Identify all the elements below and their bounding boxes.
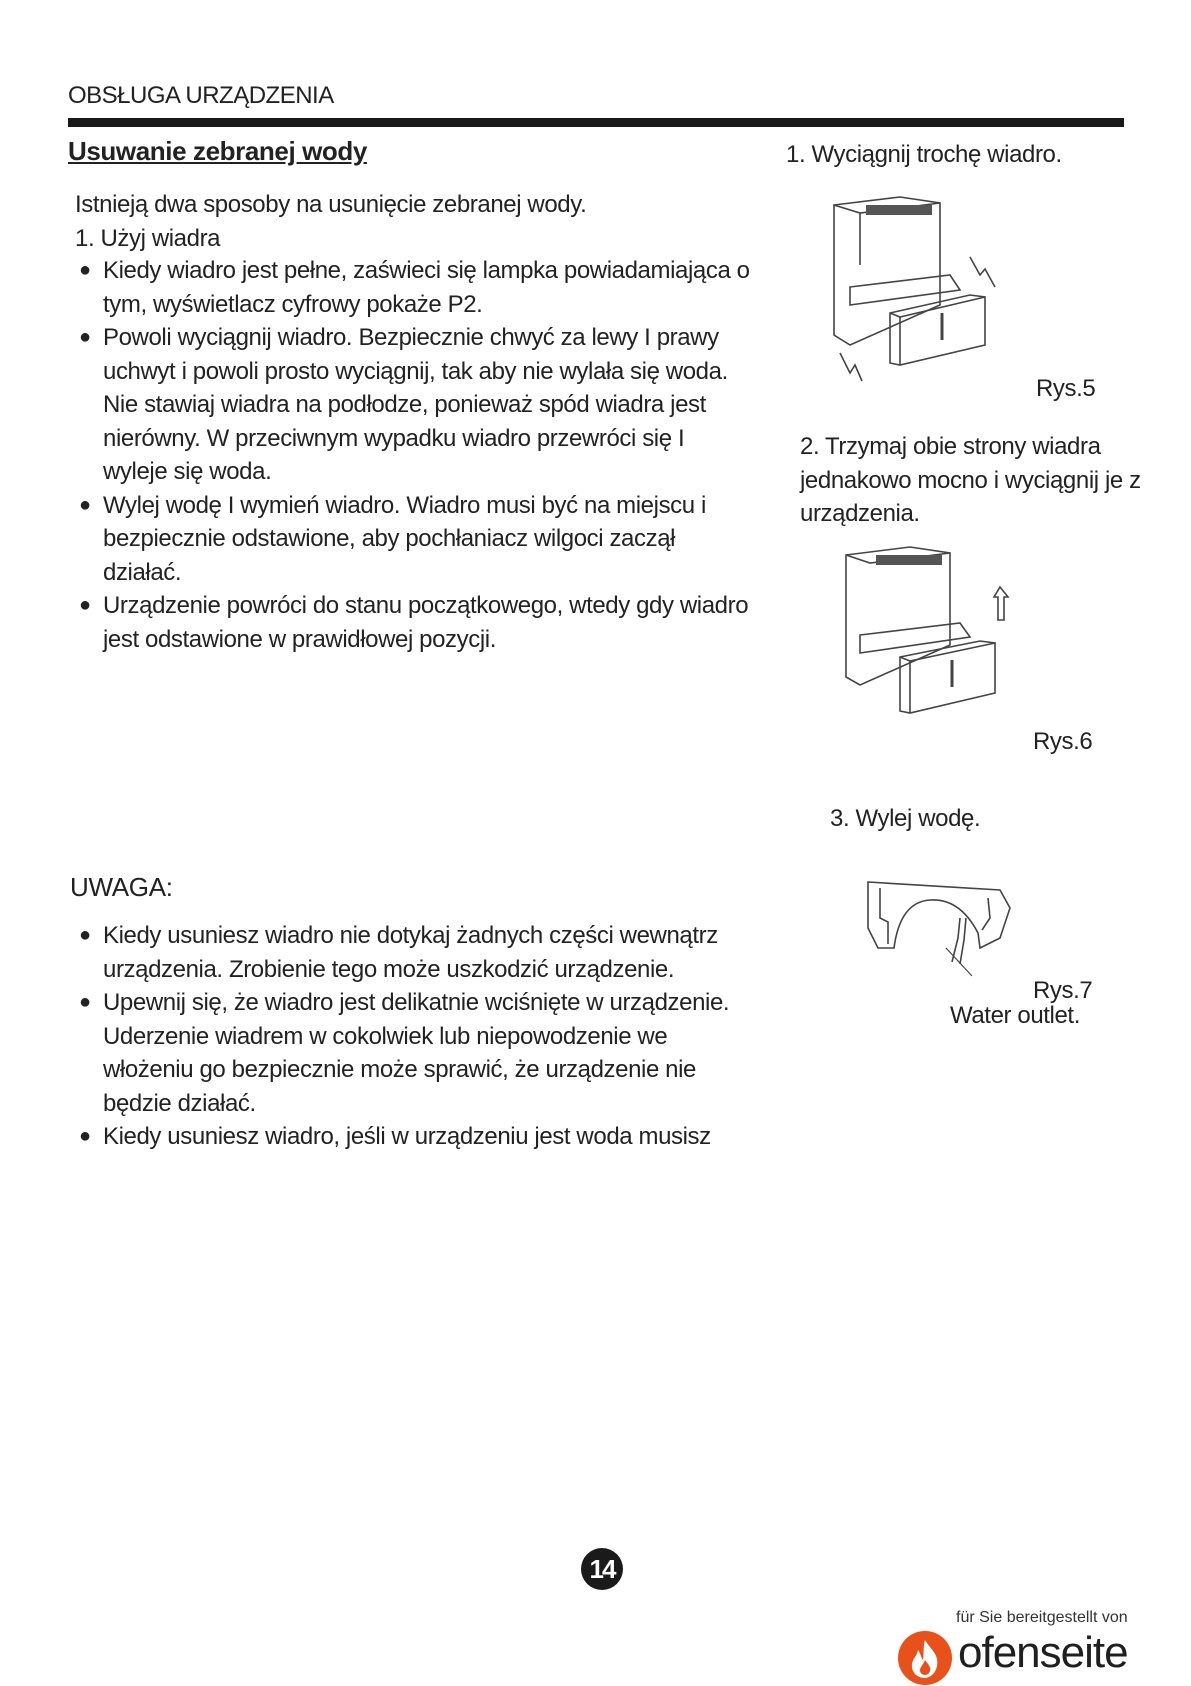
section-title: Usuwanie zebranej wody	[68, 136, 367, 166]
bullet-icon: ●	[79, 594, 91, 616]
bullet-icon: ●	[79, 493, 91, 516]
list-item: ● Urządzenie powróci do stanu początkowego, wtedy gdy wiadro jest odstawione w prawidłowej pozycji.	[70, 589, 750, 656]
list-item: ● Kiedy usuniesz wiadro nie dotykaj żadnych części wewnątrz urządzenia. Zrobienie tego może uszkodzić urządzenie.	[70, 919, 750, 986]
bullet-icon: ●	[79, 991, 91, 1013]
brand-name: ofenseite	[958, 1628, 1128, 1677]
figure-7-illustration	[860, 878, 1030, 988]
method-1-label: 1. Użyj wiadra	[75, 224, 221, 252]
figure-6-caption: Rys.6	[1033, 728, 1093, 755]
step-1-text: 1. Wyciągnij trochę wiadro.	[786, 141, 1062, 168]
bullet-icon: ●	[79, 924, 91, 946]
bullet-icon: ●	[79, 1125, 91, 1147]
warning-list	[70, 919, 750, 1154]
header-section-title: OBSŁUGA URZĄDZENIA	[68, 82, 334, 109]
figure-6-illustration	[840, 545, 1040, 725]
provided-by-text: für Sie bereitgestellt von	[956, 1609, 1128, 1626]
page-number: 14	[581, 1548, 623, 1590]
step-2-text: 2. Trzymaj obie strony wiadra jednakowo mocno i wyciągnij je z urządzenia.	[800, 433, 1141, 527]
figure-5-illustration	[820, 195, 1040, 395]
header-rule	[68, 118, 1124, 127]
warning-title: UWAGA:	[70, 872, 173, 902]
intro-block	[75, 188, 735, 255]
bullet-icon: ●	[79, 326, 91, 348]
water-outlet-label: Water outlet.	[950, 1002, 1080, 1029]
list-item: ● Wylej wodę I wymień wiadro. Wiadro musi być na miejscu i bezpiecznie odstawione, aby pochłaniacz wilgoci zaczął działać.	[70, 489, 750, 590]
bullet-icon: ●	[79, 259, 91, 281]
list-item: ● Powoli wyciągnij wiadro. Bezpiecznie chwyć za lewy I prawy uchwyt i powoli prosto wyciągnij, tak aby nie wylała się woda. Nie stawiaj wiadra na podłodze, ponieważ spód wiadra jest nierówny. W przeciwnym wypadku wiadro przewróci się I wyleje się woda.	[70, 321, 750, 489]
figure-5-caption: Rys.5	[1036, 375, 1096, 402]
list-item: ● Kiedy usuniesz wiadro, jeśli w urządzeniu jest woda musisz	[70, 1120, 750, 1154]
figure-7-caption: Rys.7	[1033, 977, 1093, 1004]
step-3-text: 3. Wylej wodę.	[830, 805, 981, 832]
intro-text: Istnieją dwa sposoby na usunięcie zebranej wody.	[75, 191, 587, 218]
instruction-list	[70, 254, 750, 656]
list-item: ● Upewnij się, że wiadro jest delikatnie wciśnięte w urządzenie. Uderzenie wiadrem w cokolwiek lub niepowodzenie we włożeniu go bezpiecznie może sprawić, że urządzenie nie będzie działać.	[70, 986, 750, 1120]
flame-logo-icon	[897, 1630, 953, 1686]
list-item: ● Kiedy wiadro jest pełne, zaświeci się lampka powiadamiająca o tym, wyświetlacz cyfrowy pokaże P2.	[70, 254, 750, 321]
